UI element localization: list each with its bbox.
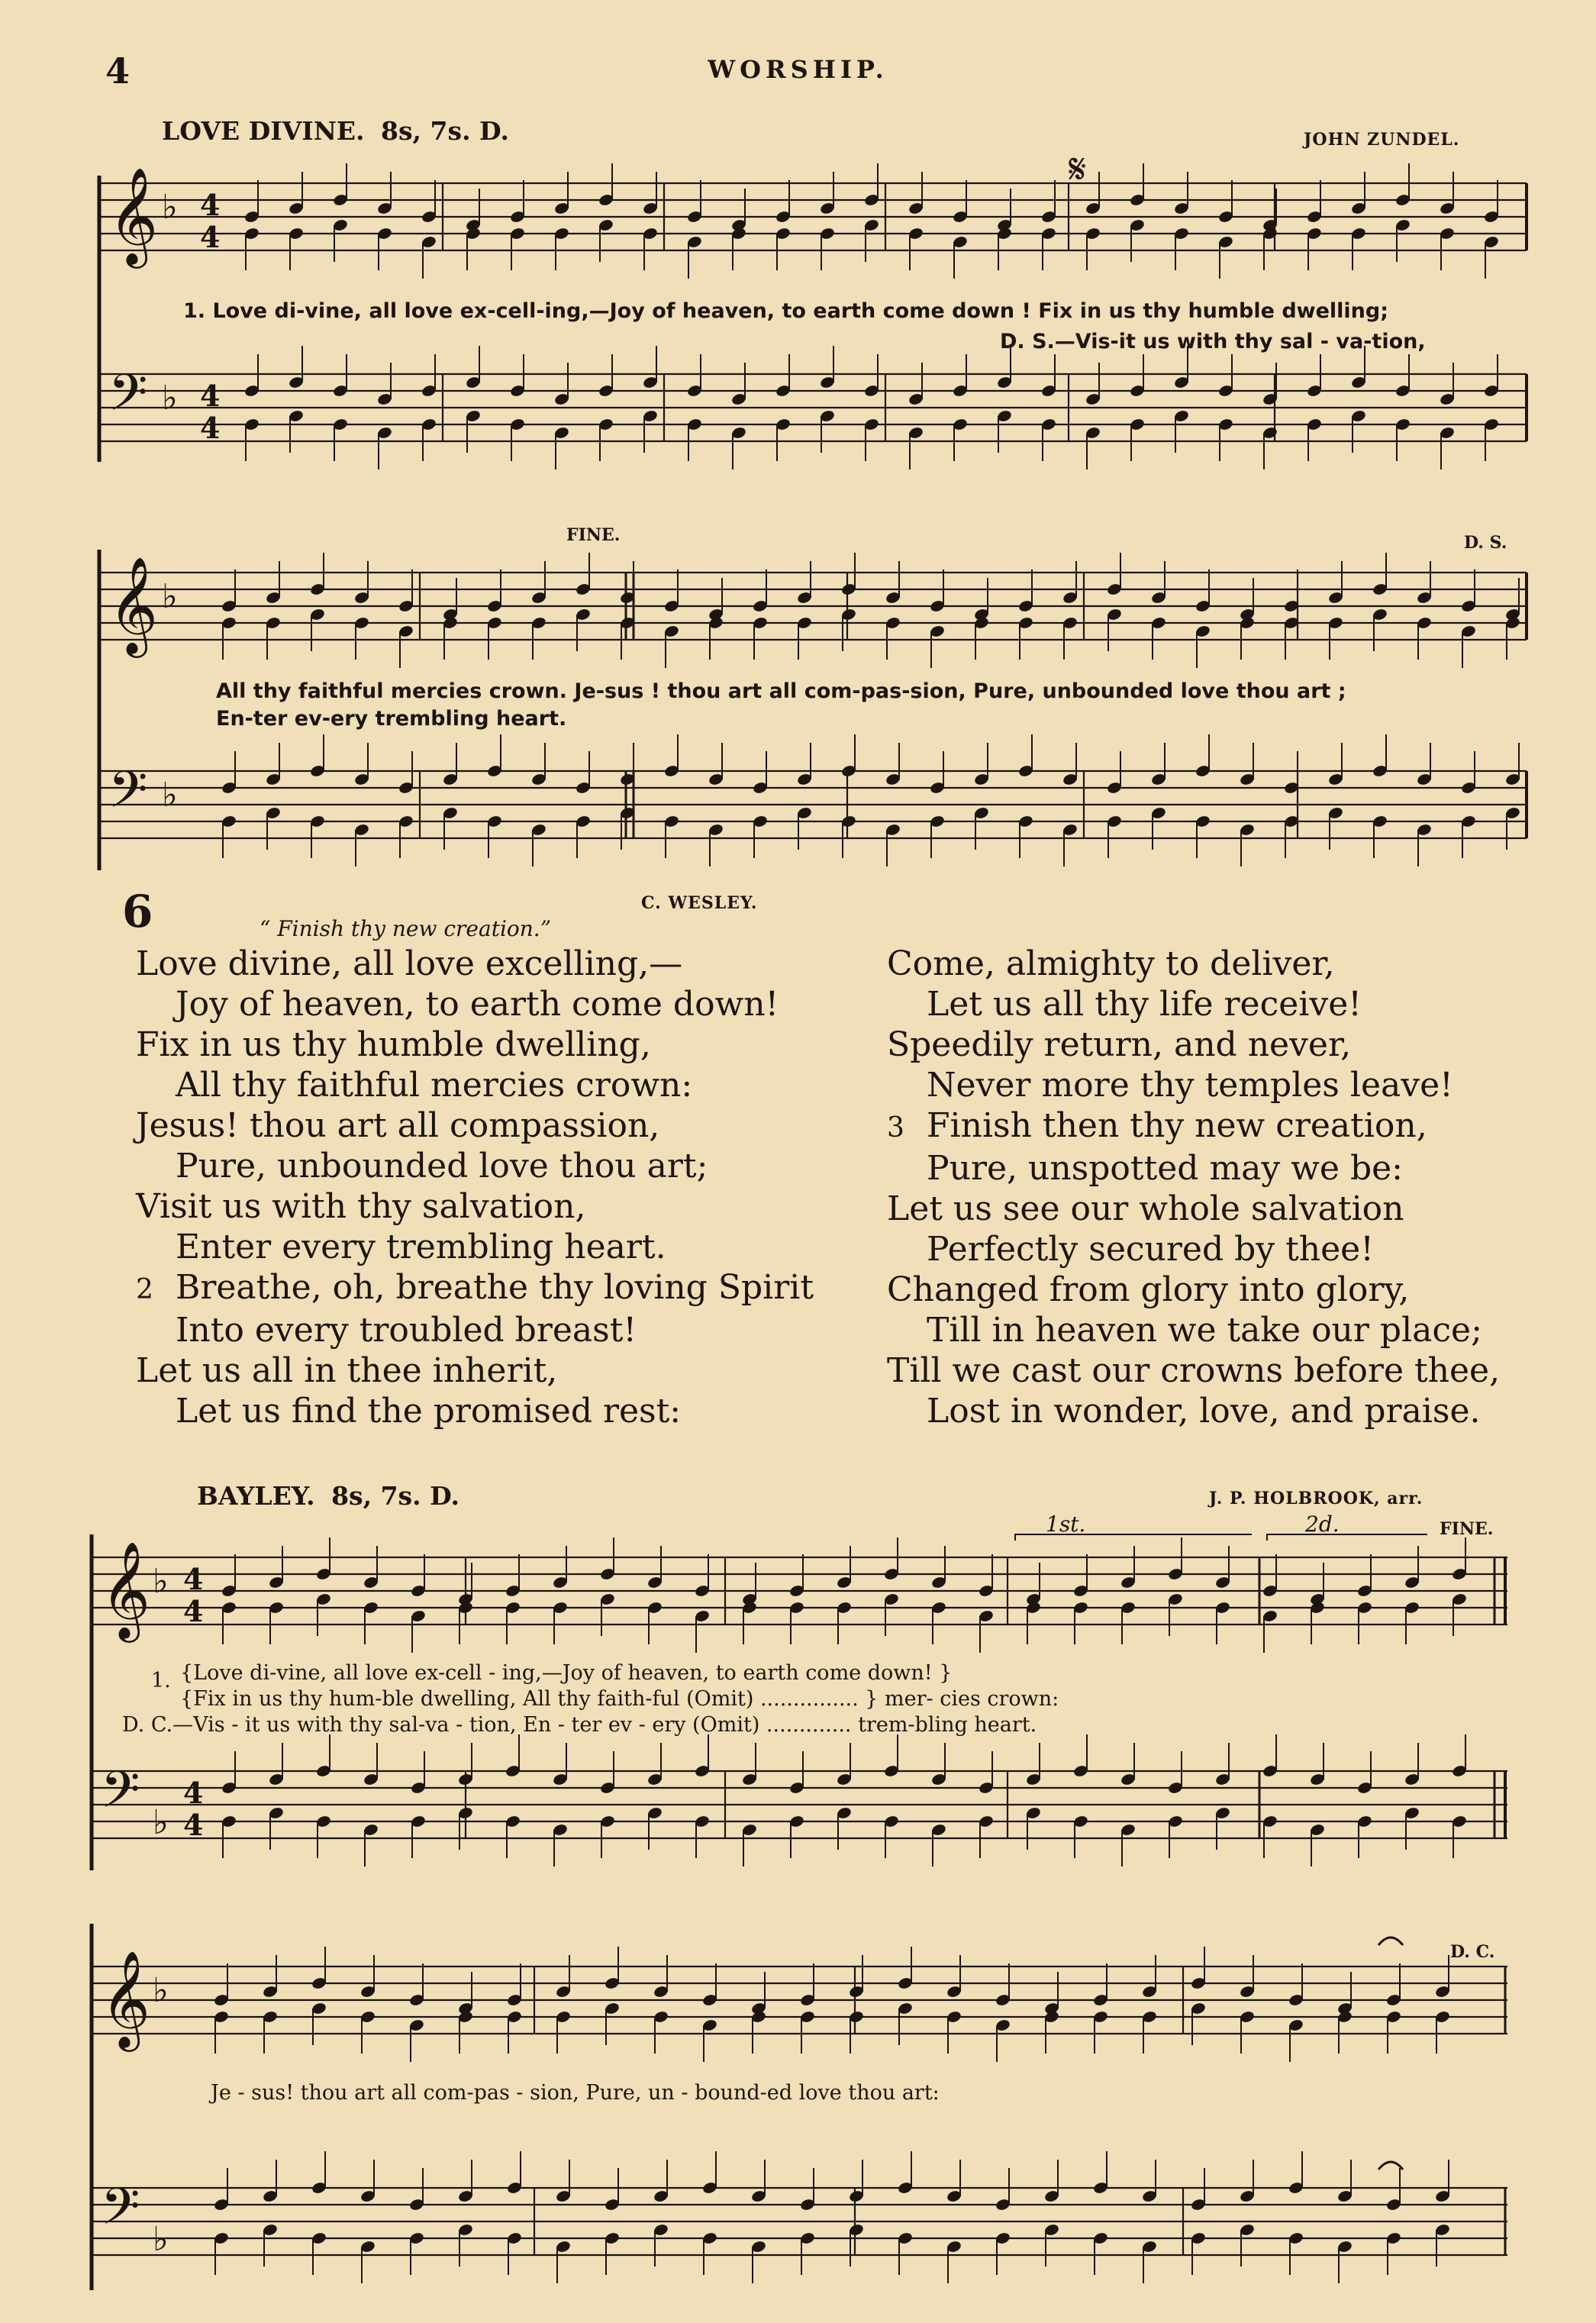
verse-line — [887, 1391, 1500, 1431]
verse-line — [136, 1267, 814, 1310]
verse-line — [136, 1024, 814, 1065]
svg-text:𝄢: 𝄢 — [101, 1760, 140, 1831]
first-ending-mark: 1st. — [1046, 1512, 1086, 1537]
verse-text: Love divine, all love excelling,— — [136, 944, 683, 983]
tune2-lyric-line3: D. C.—Vis - it us with thy sal-va - tion, En - ter ev - ery (Omit) ............. trem-bling heart. — [122, 1713, 1037, 1737]
tune1-meter: 8s, 7s. D. — [381, 116, 509, 146]
ds-mark: D. S. — [1464, 533, 1507, 553]
verse-text: Let us find the promised rest: — [176, 1392, 682, 1431]
tune2-lyric-line2: {Fix in us thy hum-ble dwelling, All thy faith-ful (Omit) ............... } mer- cies crown: — [180, 1687, 1059, 1711]
svg-text:♭: ♭ — [153, 2220, 169, 2259]
verse-line — [887, 984, 1500, 1024]
stanza-number: 3 — [887, 1112, 904, 1144]
tune2-composer: J. P. HOLBROOK, arr. — [1209, 1489, 1424, 1508]
svg-text:♭: ♭ — [162, 577, 178, 616]
segno-mark: 𝄋 — [1069, 145, 1087, 193]
svg-text:4: 4 — [183, 1562, 204, 1596]
verse-line — [887, 1350, 1500, 1391]
svg-text:𝄞: 𝄞 — [101, 1541, 151, 1638]
verse-line — [887, 1310, 1500, 1350]
svg-text:♭: ♭ — [153, 1971, 169, 2010]
tune2-system2-notation — [0, 1924, 1596, 2290]
verse-line — [887, 1229, 1500, 1270]
verse-text: Never more thy temples leave! — [927, 1066, 1453, 1105]
verse-text: Come, almighty to deliver, — [887, 944, 1335, 983]
tune2-meter: 8s, 7s. D. — [331, 1481, 460, 1511]
verse-text: Perfectly secured by thee! — [927, 1230, 1374, 1269]
verse-line — [136, 984, 814, 1024]
hymn-epigraph: “ Finish thy new creation.” — [260, 916, 552, 941]
tune1-lyric-line1: 1. Love di-vine, all love ex-cell-ing,—Joy of heaven, to earth come down ! Fix in us thy humble dwelling; — [183, 299, 1389, 323]
verse-text: Pure, unspotted may we be: — [927, 1149, 1403, 1188]
svg-text:4: 4 — [200, 188, 221, 222]
verse-line — [887, 1024, 1500, 1065]
svg-text:𝄢: 𝄢 — [108, 363, 148, 434]
hymn-number: 6 — [122, 886, 153, 937]
svg-text:♭: ♭ — [153, 1803, 169, 1842]
verse-text: Till we cast our crowns before thee, — [887, 1351, 1501, 1390]
second-ending-mark: 2d. — [1305, 1512, 1340, 1537]
verse-text: Finish then thy new creation, — [927, 1106, 1427, 1145]
dc-mark: D. C. — [1450, 1942, 1495, 1962]
verse-text: Let us see our whole salvation — [887, 1189, 1404, 1228]
svg-text:4: 4 — [183, 1808, 204, 1842]
verse-text: Visit us with thy salvation, — [136, 1187, 586, 1226]
tune2-lyric-number: 1. — [151, 1669, 171, 1692]
verse-text: All thy faithful mercies crown: — [176, 1066, 693, 1105]
verse-text: Lost in wonder, love, and praise. — [927, 1392, 1481, 1431]
tune1-heading — [162, 116, 509, 146]
tune2-lyric-line4: Je - sus! thou art all com-pas - sion, Pure, un - bound-ed love thou art: — [211, 2081, 940, 2105]
fine-mark: FINE. — [566, 525, 621, 545]
verse-text: Fix in us thy humble dwelling, — [136, 1025, 651, 1064]
verse-line — [136, 1105, 814, 1146]
svg-text:𝄢: 𝄢 — [101, 2177, 140, 2248]
verse-text: Pure, unbounded love thou art; — [176, 1147, 708, 1186]
tune2-fine-mark: FINE. — [1440, 1519, 1494, 1539]
tune2-lyric-line1: {Love di-vine, all love ex-cell - ing,—Joy of heaven, to earth come down! } — [180, 1661, 953, 1685]
svg-text:♭: ♭ — [162, 379, 178, 418]
verse-line — [887, 1065, 1500, 1105]
verse-line — [136, 1065, 814, 1105]
verse-text: Let us all in thee inherit, — [136, 1351, 558, 1390]
verse-text: Let us all thy life receive! — [927, 985, 1362, 1024]
verse-text: Changed from glory into glory, — [887, 1270, 1410, 1309]
tune2-name: BAYLEY. — [197, 1481, 315, 1511]
tune2-heading — [197, 1481, 459, 1511]
verse-text: Jesus! thou art all compassion, — [136, 1106, 660, 1145]
tune1-name: LOVE DIVINE. — [162, 116, 365, 146]
stanza-number: 2 — [136, 1274, 153, 1305]
svg-text:4: 4 — [200, 379, 221, 413]
tune1-composer: JOHN ZUNDEL. — [1304, 130, 1460, 150]
tune1-lyric-line2: All thy faithful mercies crown. Je-sus ! thou art all com-pas-sion, Pure, unbounded love thou art ; — [216, 679, 1346, 703]
verse-line — [136, 1146, 814, 1186]
verse-line — [136, 944, 814, 984]
verse-line — [887, 1189, 1500, 1229]
svg-text:4: 4 — [183, 1594, 204, 1628]
svg-text:4: 4 — [200, 220, 221, 254]
hymn-author: C. WESLEY. — [641, 893, 758, 913]
svg-text:𝄞: 𝄞 — [108, 556, 159, 653]
svg-text:𝄞: 𝄞 — [101, 1950, 151, 2047]
hymn-column-left — [136, 944, 814, 1431]
verse-line — [136, 1310, 814, 1350]
svg-text:4: 4 — [183, 1776, 204, 1810]
svg-text:4: 4 — [200, 411, 221, 445]
verse-line — [887, 944, 1500, 984]
svg-text:♭: ♭ — [153, 1562, 169, 1601]
verse-text: Till in heaven we take our place; — [927, 1311, 1482, 1350]
verse-text: Breathe, oh, breathe thy loving Spirit — [176, 1268, 814, 1307]
verse-text: Speedily return, and never, — [887, 1025, 1352, 1064]
verse-line — [136, 1186, 814, 1227]
verse-line — [136, 1391, 814, 1431]
verse-line — [136, 1350, 814, 1391]
verse-text: Into every troubled breast! — [176, 1311, 637, 1350]
svg-text:𝄞: 𝄞 — [108, 166, 159, 264]
verse-text: Enter every trembling heart. — [176, 1228, 666, 1266]
verse-line — [887, 1148, 1500, 1189]
tune1-lyric-line2-ds: En-ter ev-ery trembling heart. — [216, 707, 567, 731]
verse-line — [887, 1105, 1500, 1148]
svg-text:𝄢: 𝄢 — [108, 760, 148, 831]
hymn-column-right — [887, 944, 1500, 1431]
verse-line — [136, 1227, 814, 1267]
verse-line — [887, 1270, 1500, 1310]
page-number: 4 — [105, 50, 131, 92]
svg-text:♭: ♭ — [162, 776, 178, 815]
tune1-lyric-line1-ds: D. S.—Vis-it us with thy sal - va-tion, — [1000, 330, 1426, 353]
svg-text:♭: ♭ — [162, 188, 178, 227]
running-title: WORSHIP. — [708, 55, 888, 84]
verse-text: Joy of heaven, to earth come down! — [176, 985, 779, 1024]
